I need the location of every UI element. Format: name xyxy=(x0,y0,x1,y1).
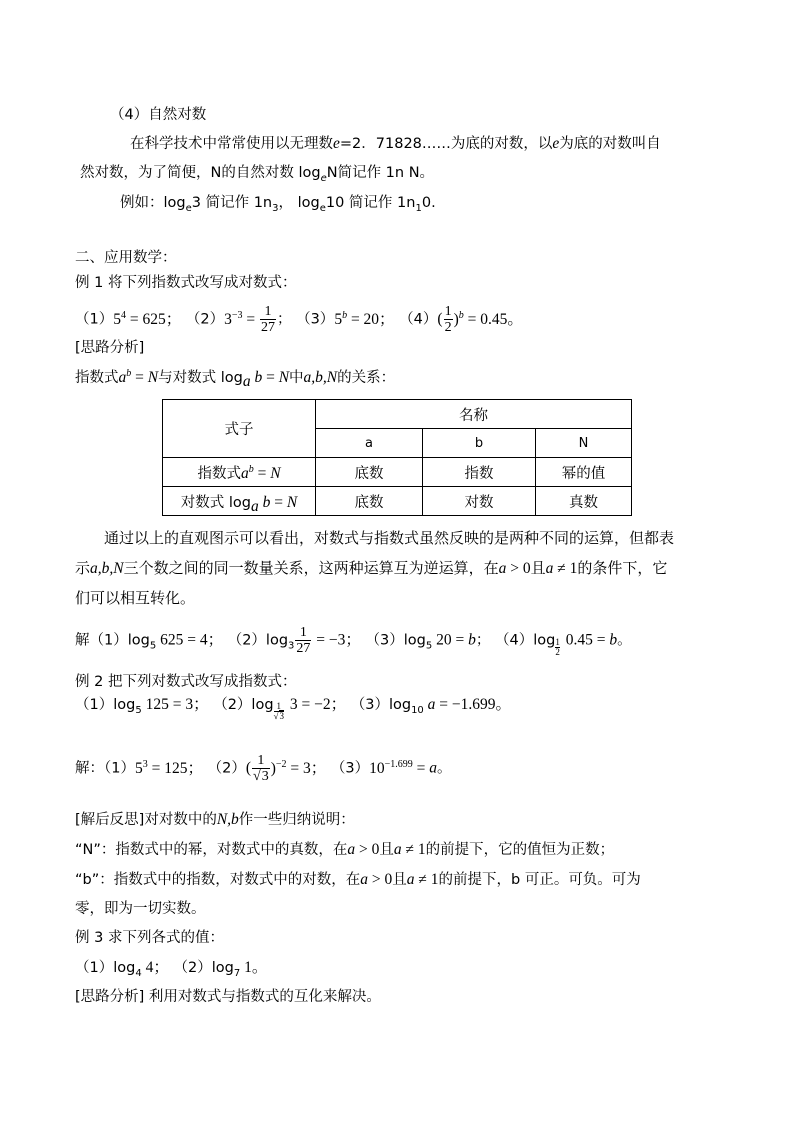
example2-items: $(1)\log_5$ 125 = 3； （2）log $\frac{1}{√3}$ 3 = −2； $(3)\log_{10}$ a = −1.699。 xyxy=(75,696,512,721)
table-cell: 幂的值 xyxy=(536,458,632,487)
table-cell: 对数 xyxy=(423,487,536,516)
example1-title: 例 1 将下列指数式改写成对数式： xyxy=(75,275,297,291)
explanation-line1: 通过以上的直观图示可以看出，对数式与指数式虽然反映的是两种不同的运算，但都表 xyxy=(104,529,675,547)
table-header-expression: 式子 xyxy=(163,400,316,458)
example1-items: $(1)5^4 = 625$； $(2)3^{-3}$ = $\frac{1}{27}$ ； $(3)5^b = 20$； （4）( $\frac{1}{2}$ )$^b$ = 0.45。 xyxy=(75,304,523,335)
natural-log-example: 例如：$\log_e3$ 简记作 $1n_3$， $\log_e10$ 简记作 $1n_10$. xyxy=(120,195,436,214)
analysis-label-1: [思路分析] xyxy=(75,340,145,356)
relation-sentence: 指数式$a^b = N$与对数式 $\log_a b = N$中a,b,N的关系： xyxy=(75,367,396,390)
example2-title: 例 2 把下列对数式改写成指数式： xyxy=(75,674,297,690)
reflection-b-line1: “b”：指数式中的指数，对数式中的对数，在a > 0且a ≠ 1的前提下，b 可正。可负。可为 xyxy=(75,871,641,888)
exp-log-relation-table xyxy=(162,399,632,516)
table-subheader-b: b xyxy=(423,429,536,458)
table-subheader-n: N xyxy=(536,429,632,458)
table-cell: 底数 xyxy=(316,487,423,516)
example3-items: $(1)\log_4$ 4； $(2)\log_7$ 1。 xyxy=(75,959,268,979)
solution2: 解：$(1)5^3 = 125$； （2）( $\frac{1}{√3}$ )$^{-2}$ = 3； $(3)10^{-1.699} = a$。 xyxy=(75,753,452,784)
example3-title: 例 3 求下列各式的值： xyxy=(75,930,224,946)
table-row-exponential-label: 指数式$a^b = N$ xyxy=(163,458,316,487)
natural-log-paragraph-line1: 在科学技术中常常使用以无理数e=2．71828……为底的对数，以e为底的对数叫自 xyxy=(130,135,661,152)
section-heading-applied-math: 二、应用数学： xyxy=(75,250,177,266)
table-row-logarithmic-label: 对数式 $\log_a b = N$ xyxy=(163,487,316,516)
solution1: 解$(1)\log_5$ 625 = 4； $(2)\log_3$ $\frac{1}{27}$ = −3； $(3)\log_5$ 20 = b； （4）log $\frac{1}{2}$ 0.45 = b。 xyxy=(75,625,632,657)
reflection-n: “N”：指数式中的幂，对数式中的真数，在a > 0且a ≠ 1的前提下，它的值恒为正数； xyxy=(75,841,615,858)
natural-log-paragraph-line2: 然对数，为了简便，N的自然对数 $\log_eN$简记作 1n N。 xyxy=(80,165,435,184)
explanation-line2: 示a,b,N三个数之间的同一数量关系，这两种运算互为逆运算，在a > 0且a ≠ 1的条件下，它 xyxy=(75,559,668,577)
table-header-name: 名称 xyxy=(316,400,632,429)
reflection-title: [解后反思]对对数中的N,b作一些归纳说明： xyxy=(75,811,355,828)
reflection-b-line2: 零，即为一切实数。 xyxy=(75,901,206,917)
explanation-line3: 们可以相互转化。 xyxy=(75,589,196,607)
section-heading-natural-log: （4）自然对数 xyxy=(110,107,207,123)
table-cell: 底数 xyxy=(316,458,423,487)
table-subheader-a: a xyxy=(316,429,423,458)
example3-analysis: [思路分析] 利用对数式与指数式的互化来解决。 xyxy=(75,989,381,1005)
table-cell: 指数 xyxy=(423,458,536,487)
table-cell: 真数 xyxy=(536,487,632,516)
